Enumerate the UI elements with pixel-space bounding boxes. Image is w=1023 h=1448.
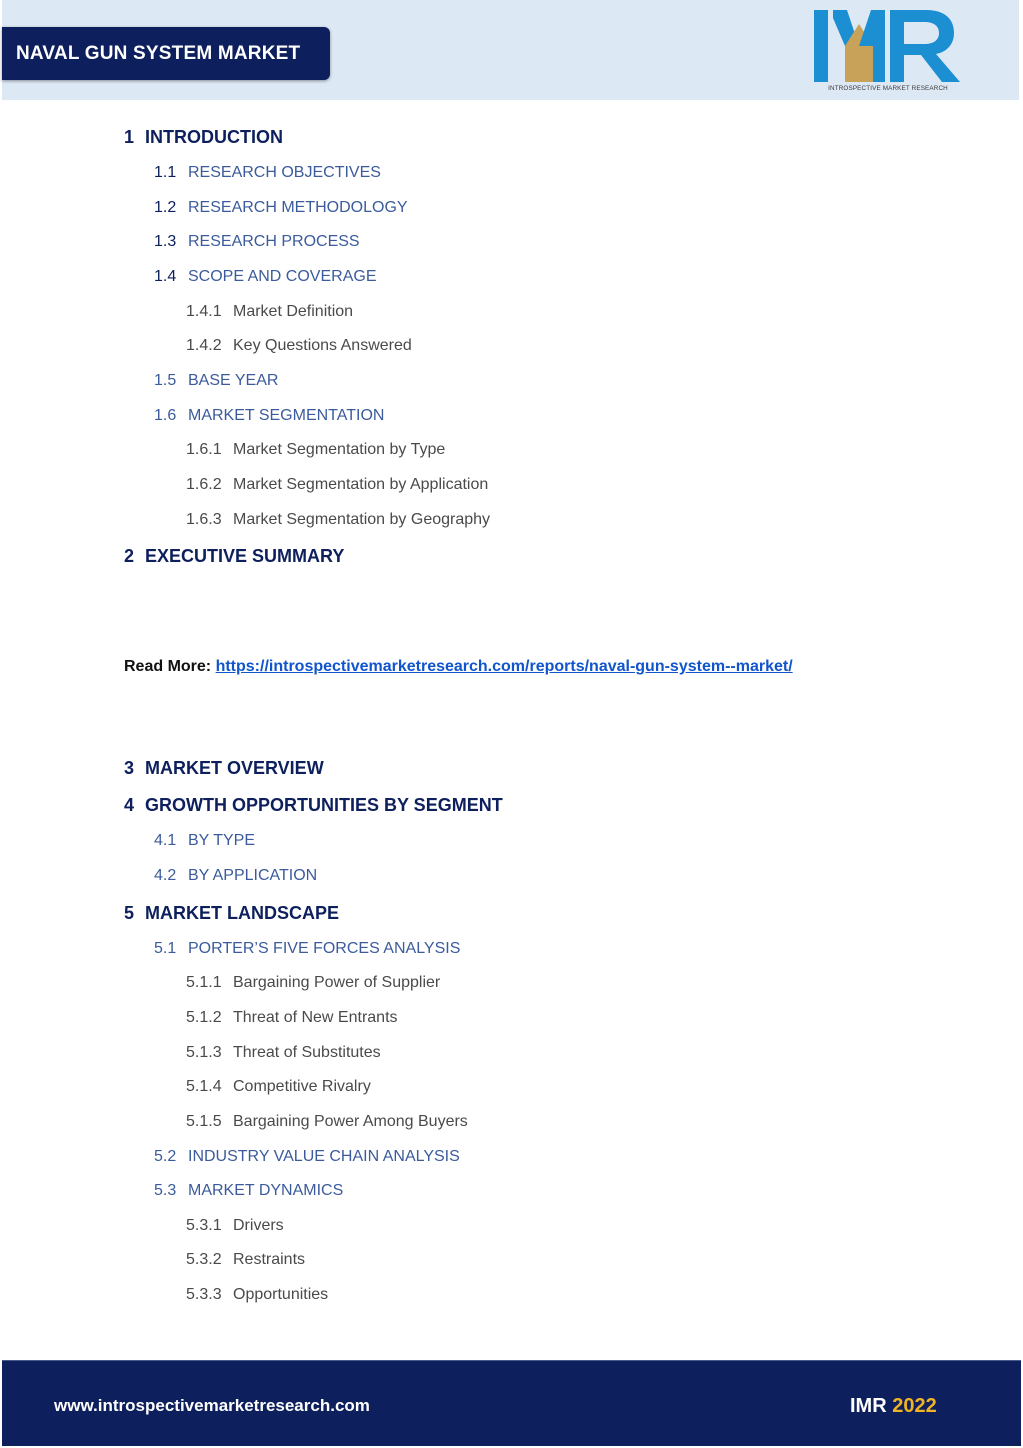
toc-subsection — [186, 1287, 328, 1303]
page-footer — [2, 1360, 1021, 1446]
toc-section — [154, 234, 360, 250]
toc-subsection — [186, 338, 412, 354]
read-more — [124, 658, 793, 676]
footer-brand — [850, 1395, 937, 1418]
toc-label: BY TYPE — [188, 832, 255, 849]
toc-subsection — [186, 442, 445, 458]
toc-number: 1.3 — [154, 233, 177, 250]
toc-number: 1.5 — [154, 372, 177, 389]
toc-subsection — [186, 1218, 284, 1234]
toc-number: 1.6.1 — [186, 441, 222, 458]
toc-number: 1.1 — [154, 164, 177, 181]
toc-heading — [124, 128, 283, 146]
toc-number: 5.1.5 — [186, 1113, 222, 1130]
toc-label: Market Definition — [233, 303, 354, 320]
toc-subsection — [186, 1114, 468, 1130]
toc-subsection — [186, 1045, 381, 1061]
toc-number: 5.1 — [154, 940, 177, 957]
toc-label: INTRODUCTION — [145, 127, 283, 147]
toc-heading — [124, 796, 503, 814]
toc-label: BY APPLICATION — [188, 867, 318, 884]
toc-subsection — [186, 512, 490, 528]
toc-number: 3 — [124, 758, 135, 778]
toc-label: MARKET LANDSCAPE — [145, 903, 340, 923]
read-more-label: Read More: — [124, 658, 216, 675]
toc-heading — [124, 759, 324, 777]
toc-label: INDUSTRY VALUE CHAIN ANALYSIS — [188, 1148, 460, 1165]
toc-section — [154, 373, 278, 389]
toc-label: Competitive Rivalry — [233, 1078, 371, 1095]
toc-section — [154, 165, 381, 181]
read-more-link[interactable]: https://introspectivemarketresearch.com/reports/naval-gun-system--market/ — [215, 658, 793, 675]
toc-label: Drivers — [233, 1217, 284, 1234]
toc-label: MARKET OVERVIEW — [145, 758, 324, 778]
toc-number: 4.1 — [154, 832, 177, 849]
footer-brand-name: IMR — [850, 1395, 887, 1417]
footer-year: 2022 — [892, 1395, 937, 1417]
toc-number: 5.2 — [154, 1148, 177, 1165]
toc-section — [154, 868, 317, 884]
toc-number: 5.1.2 — [186, 1009, 222, 1026]
toc-subsection — [186, 304, 353, 320]
toc-subsection — [186, 975, 440, 991]
report-title-badge — [2, 27, 330, 80]
toc-section — [154, 1183, 343, 1199]
toc-label: MARKET SEGMENTATION — [188, 407, 385, 424]
footer-website: www.introspectivemarketresearch.com — [54, 1396, 370, 1415]
toc-label: Opportunities — [233, 1286, 329, 1303]
toc-number: 2 — [124, 546, 135, 566]
logo-letter-i — [814, 10, 828, 82]
toc-section — [154, 200, 408, 216]
toc-number: 5.3.3 — [186, 1286, 222, 1303]
toc-number: 5.1.4 — [186, 1078, 222, 1095]
toc-subsection — [186, 477, 488, 493]
toc-number: 5.3.1 — [186, 1217, 222, 1234]
toc-subsection — [186, 1079, 371, 1095]
toc-section — [154, 833, 255, 849]
toc-label: Restraints — [233, 1251, 306, 1268]
toc-number: 1.4.2 — [186, 337, 222, 354]
toc-section — [154, 941, 460, 957]
toc-number: 5.1.3 — [186, 1044, 222, 1061]
toc-label: RESEARCH METHODOLOGY — [188, 199, 408, 216]
toc-number: 1.4 — [154, 268, 177, 285]
toc-number: 1.6.3 — [186, 511, 222, 528]
toc-number: 1.2 — [154, 199, 177, 216]
logo-letter-r — [890, 10, 960, 82]
toc-number: 1.6 — [154, 407, 177, 424]
toc-label: Market Segmentation by Application — [233, 476, 489, 493]
toc-number: 4 — [124, 795, 135, 815]
report-title: NAVAL GUN SYSTEM MARKET — [16, 42, 301, 64]
toc-subsection — [186, 1010, 398, 1026]
toc-number: 5.3.2 — [186, 1251, 222, 1268]
toc-label: BASE YEAR — [188, 372, 279, 389]
toc-number: 4.2 — [154, 867, 177, 884]
toc-number: 5.1.1 — [186, 974, 222, 991]
toc-number: 1 — [124, 127, 135, 147]
toc-label: MARKET DYNAMICS — [188, 1182, 344, 1199]
toc-label: Market Segmentation by Geography — [233, 511, 491, 528]
toc-number: 1.6.2 — [186, 476, 222, 493]
toc-label: Threat of Substitutes — [233, 1044, 381, 1061]
toc-label: PORTER’S FIVE FORCES ANALYSIS — [188, 940, 461, 957]
toc-section — [154, 1149, 460, 1165]
toc-number: 1.4.1 — [186, 303, 222, 320]
toc-label: EXECUTIVE SUMMARY — [145, 546, 345, 566]
toc-label: Bargaining Power Among Buyers — [233, 1113, 468, 1130]
toc-label: GROWTH OPPORTUNITIES BY SEGMENT — [145, 795, 503, 815]
toc-number: 5.3 — [154, 1182, 177, 1199]
toc-label: Key Questions Answered — [233, 337, 412, 354]
toc-section — [154, 269, 377, 285]
toc-label: Threat of New Entrants — [233, 1009, 398, 1026]
toc-label: RESEARCH PROCESS — [188, 233, 360, 250]
toc-heading — [124, 547, 344, 565]
toc-number: 5 — [124, 903, 135, 923]
toc-label: Market Segmentation by Type — [233, 441, 446, 458]
toc-heading — [124, 904, 339, 922]
logo-caption: INTROSPECTIVE MARKET RESEARCH — [828, 85, 948, 92]
toc-label: Bargaining Power of Supplier — [233, 974, 441, 991]
toc-label: SCOPE AND COVERAGE — [188, 268, 377, 285]
toc-section — [154, 408, 384, 424]
imr-logo — [814, 10, 962, 94]
toc-label: RESEARCH OBJECTIVES — [188, 164, 381, 181]
toc-subsection — [186, 1252, 305, 1268]
